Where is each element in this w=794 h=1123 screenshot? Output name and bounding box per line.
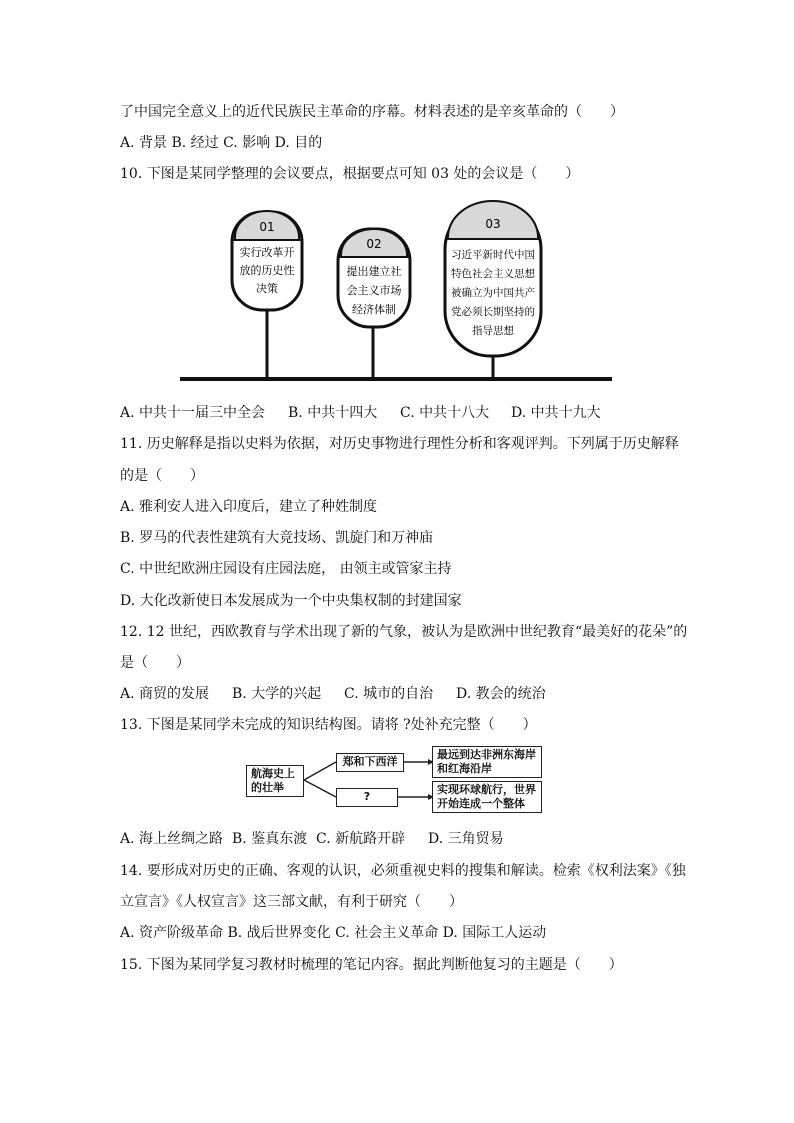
sign-01-line2: 放的历史性 xyxy=(239,264,295,277)
q13-bottom-result-line1: 实现环球航行，世界 xyxy=(437,783,536,796)
sign-03-line1: 习近平新时代中国 xyxy=(451,249,535,261)
sign-03-line3: 被确立为中国共产 xyxy=(451,287,535,299)
q10-option-a: A. 中共十一届三中全会 xyxy=(120,405,266,421)
q13-root-box xyxy=(246,765,304,797)
q10-option-b: B. 中共十四大 xyxy=(288,405,378,421)
q13-top-result-line1: 最远到达非洲东海岸 xyxy=(437,748,536,761)
q13-option-c: C. 新航路开辟 xyxy=(316,831,406,847)
q12-stem-line2: 是（ ） xyxy=(120,655,190,671)
q10-option-c: C. 中共十八大 xyxy=(400,405,490,421)
sign-01 xyxy=(232,211,302,310)
q13-root-line1: 航海史上 xyxy=(251,767,295,780)
q9-stem-tail: 了中国完全意义上的近代民族民主革命的序幕。材料表述的是辛亥革命的（ ） xyxy=(120,104,624,120)
q11-stem-line2: 的是（ ） xyxy=(120,468,204,484)
sign-01-line1: 实行改革开 xyxy=(239,246,295,259)
q11-option-a: A. 雅利安人进入印度后，建立了种姓制度 xyxy=(120,499,378,515)
q11-option-c: C. 中世纪欧洲庄园设有庄园法庭， 由领主或管家主持 xyxy=(120,561,452,577)
sign-02-line1: 提出建立社 xyxy=(346,265,402,278)
q11-stem-line1: 11. 历史解释是指以史料为依据，对历史事物进行理性分析和客观评判。下列属于历史解释 xyxy=(120,436,679,452)
q9-options: A. 背景 B. 经过 C. 影响 D. 目的 xyxy=(120,135,323,151)
q14-options: A. 资产阶级革命 B. 战后世界变化 C. 社会主义革命 D. 国际工人运动 xyxy=(120,925,547,941)
sign-03-line4: 党必须长期坚持的 xyxy=(451,306,535,318)
q13-top-box xyxy=(336,753,404,772)
sign-03-number: 03 xyxy=(485,217,501,231)
q11-option-d: D. 大化改新使日本发展成为一个中央集权制的封建国家 xyxy=(120,593,462,609)
q13-bottom-result-box xyxy=(432,781,542,813)
q13-option-b: B. 鉴真东渡 xyxy=(232,831,308,847)
sign-03-line5: 指导思想 xyxy=(472,325,514,337)
q13-option-d: D. 三角贸易 xyxy=(428,831,504,847)
q13-missing-box xyxy=(336,788,398,807)
sign-02-line3: 经济体制 xyxy=(352,303,396,316)
q12-option-b: B. 大学的兴起 xyxy=(232,686,322,702)
q13-top-result-box xyxy=(432,746,542,778)
sign-01-number: 01 xyxy=(259,220,275,234)
q14-stem-line2: 立宣言》《人权宣言》这三部文献，有利于研究（ ） xyxy=(120,894,463,910)
q12-option-d: D. 教会的统治 xyxy=(456,686,546,702)
q13-missing-label: ? xyxy=(363,790,371,803)
q12-stem-line1: 12. 12 世纪，西欧教育与学术出现了新的气象，被认为是欧洲中世纪教育“最美好的花朵”的 xyxy=(120,624,688,640)
q10-option-d: D. 中共十九大 xyxy=(511,405,601,421)
q13-root-line2: 的壮举 xyxy=(251,781,284,794)
q13-stem: 13. 下图是某同学未完成的知识结构图。请将 ?处补充完整（ ） xyxy=(120,717,537,733)
sign-03 xyxy=(445,201,541,356)
q12-option-a: A. 商贸的发展 xyxy=(120,686,210,702)
q13-bottom-result-line2: 开始连成一个整体 xyxy=(437,797,525,810)
sign-02-number: 02 xyxy=(366,237,382,251)
q14-stem-line1: 14. 要形成对历史的正确、客观的认识，必须重视史料的搜集和解读。检索《权利法案》《独 xyxy=(120,863,686,879)
q13-option-a: A. 海上丝绸之路 xyxy=(120,831,224,847)
sign-02-line2: 会主义市场 xyxy=(346,284,402,297)
q11-option-b: B. 罗马的代表性建筑有大竞技场、凯旋门和万神庙 xyxy=(120,530,434,546)
q12-option-c: C. 城市的自治 xyxy=(344,686,434,702)
q13-top-label: 郑和下西洋 xyxy=(342,755,398,768)
sign-01-line3: 决策 xyxy=(256,282,278,295)
q13-top-result-line2: 和红海沿岸 xyxy=(437,762,492,775)
sign-02 xyxy=(338,229,410,327)
q15-stem: 15. 下图为某同学复习教材时梳理的笔记内容。据此判断他复习的主题是（ ） xyxy=(120,957,623,973)
q10-stem: 10. 下图是某同学整理的会议要点，根据要点可知 03 处的会议是（ ） xyxy=(120,166,580,182)
sign-03-line2: 特色社会主义思想 xyxy=(451,268,535,280)
